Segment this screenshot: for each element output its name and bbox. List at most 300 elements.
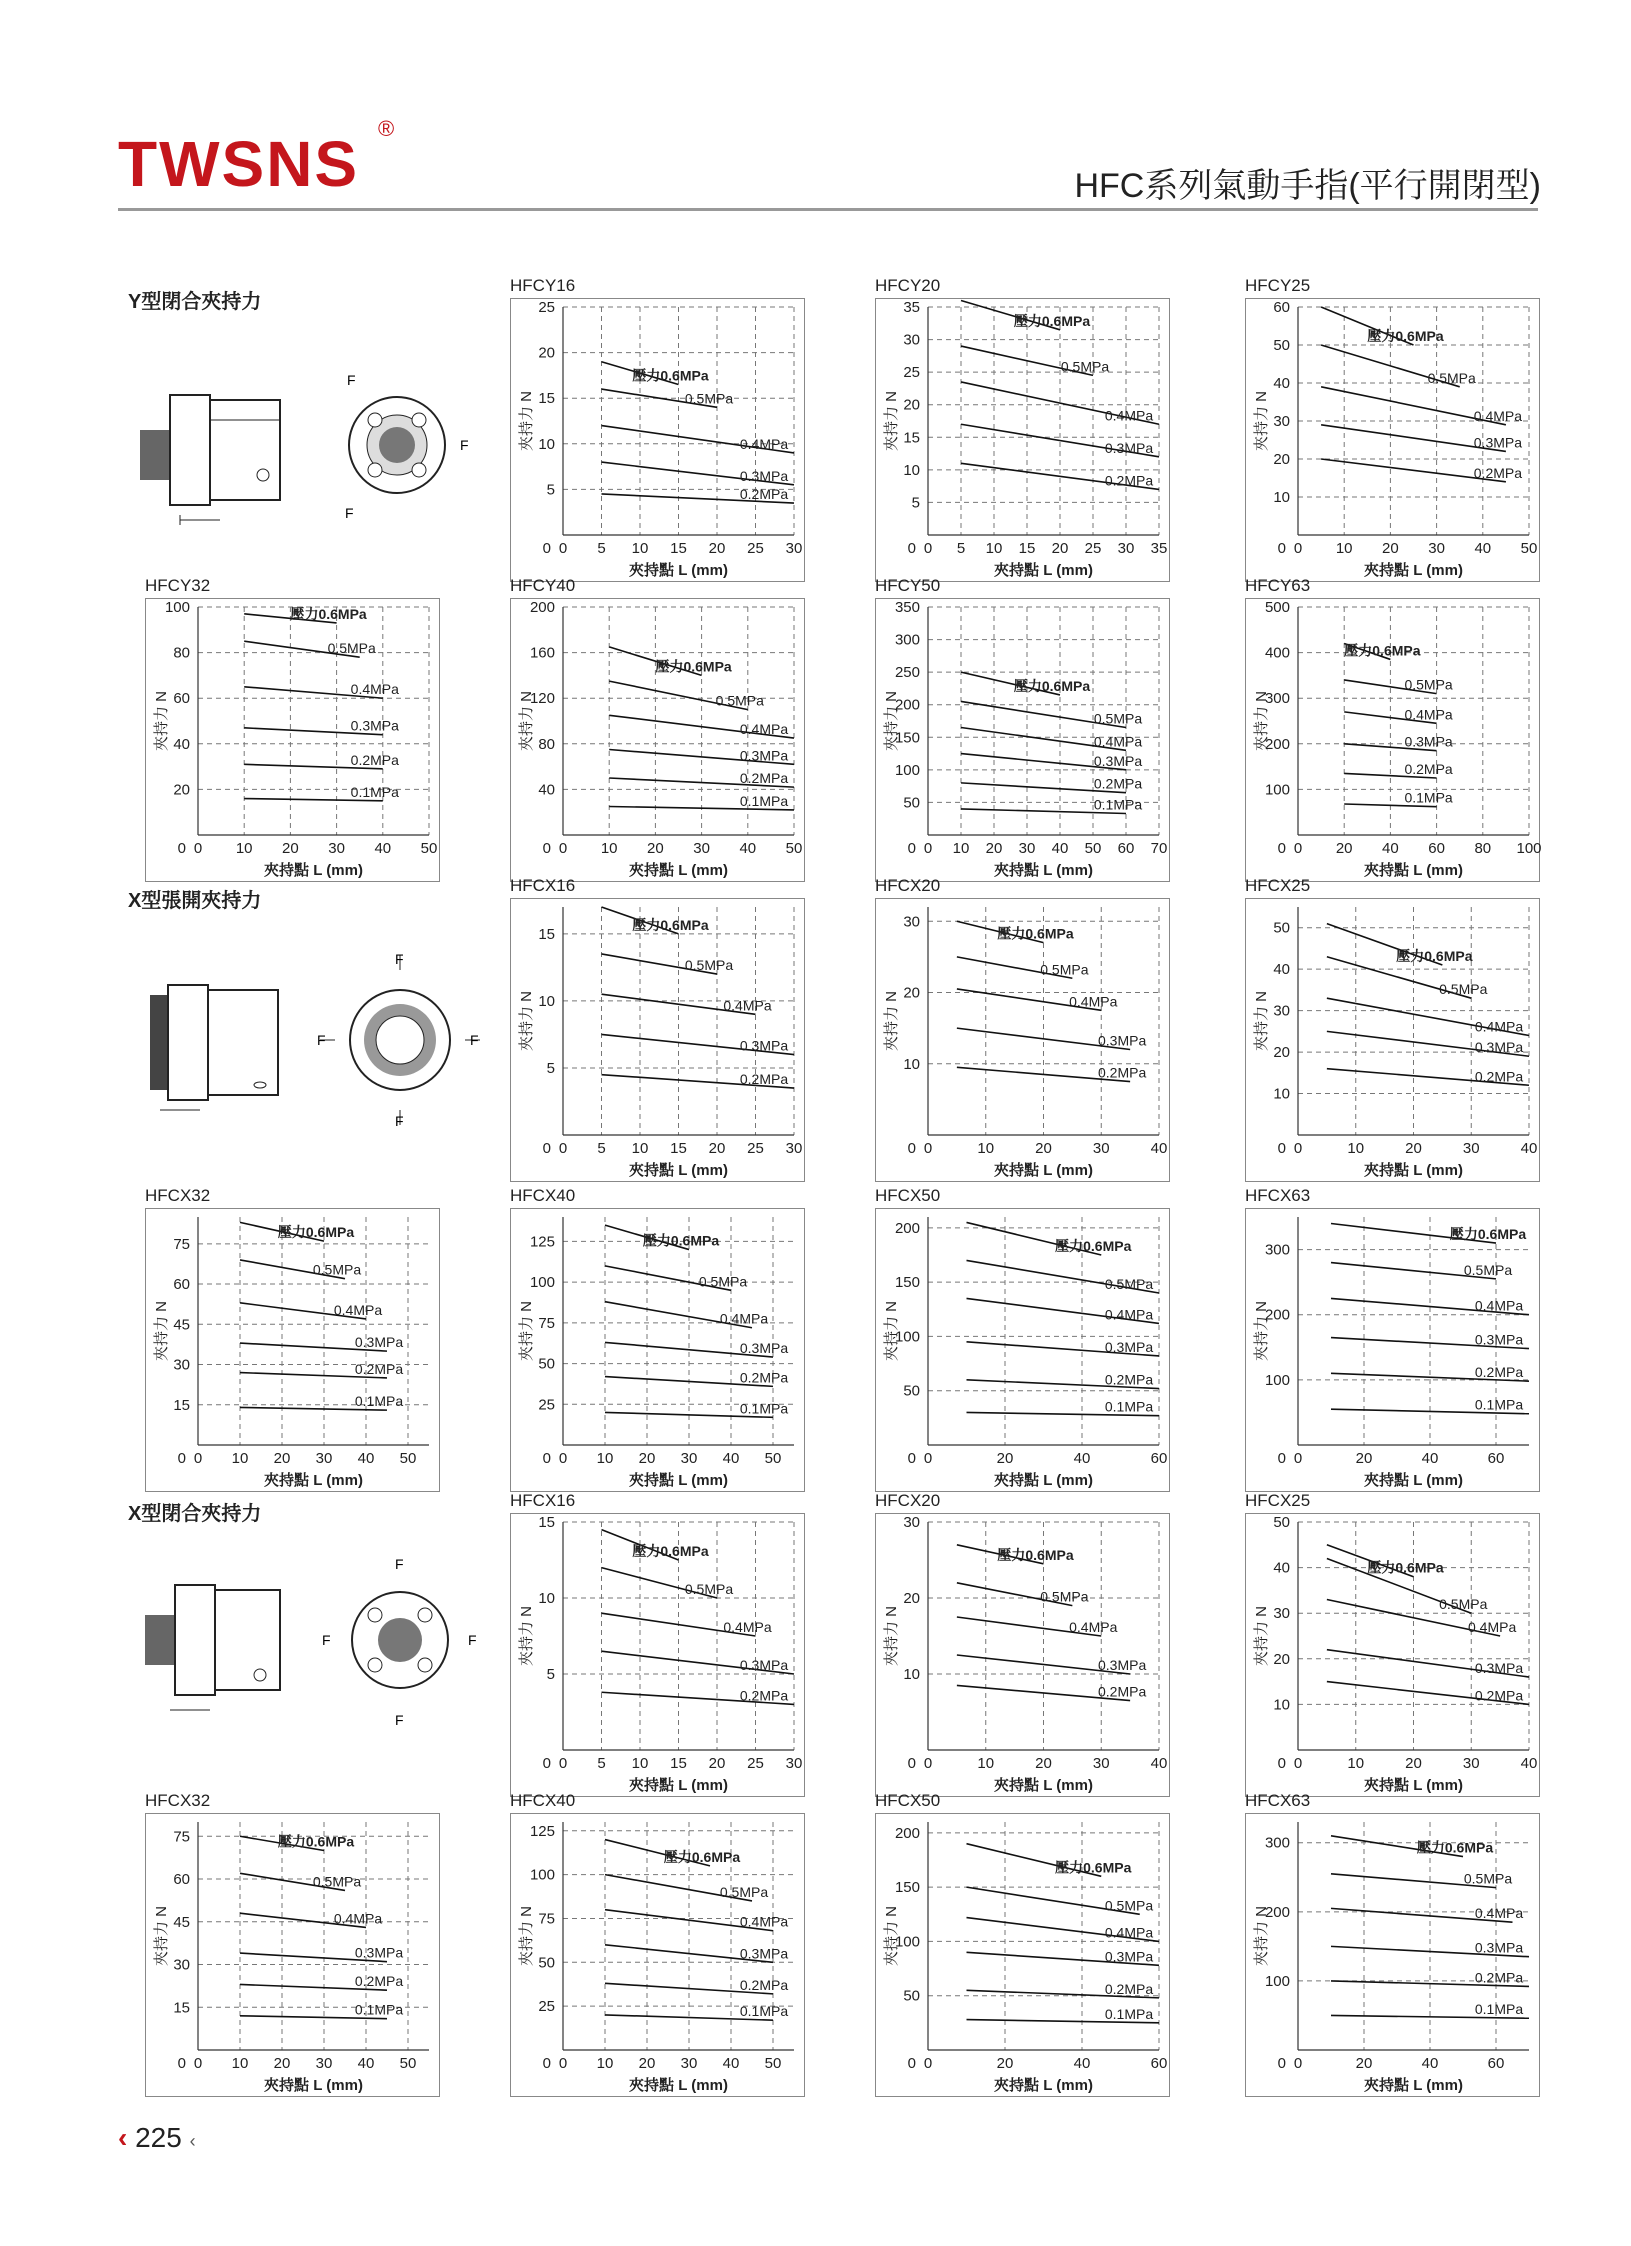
chart-svg (876, 899, 1169, 1181)
svg-text:F: F (460, 437, 469, 453)
x-tick-label: 15 (670, 540, 687, 557)
chart-svg (876, 1814, 1169, 2096)
x-tick-label: 30 (328, 840, 345, 857)
chart-panel (875, 298, 1170, 582)
series-label: 0.4MPa (1104, 1924, 1154, 1941)
x-tick-label: 20 (1405, 1140, 1422, 1157)
series-label: 壓力0.6MPa (1055, 1859, 1132, 1876)
y-tick-label: 10 (903, 1055, 920, 1073)
chart-panel (510, 1513, 805, 1797)
x-tick-label: 10 (1335, 540, 1353, 557)
y-tick-label: 200 (1264, 1903, 1290, 1921)
y-tick-label: 125 (529, 1822, 555, 1840)
x-tick-label: 40 (722, 1450, 740, 1467)
series-label: 0.4MPa (1069, 993, 1118, 1010)
x-axis-label: 夾持點 L (mm) (629, 1472, 728, 1489)
y-tick-label: 100 (1264, 1972, 1290, 1990)
x-tick-label: 20 (1051, 540, 1069, 557)
series-label: 0.2MPa (1098, 1683, 1147, 1700)
y-tick-label: 40 (538, 781, 555, 799)
chart-title: HFCX16 (510, 1491, 576, 1510)
series-label: 0.4MPa (1104, 1306, 1154, 1323)
chart-title: HFCX32 (145, 1791, 211, 1810)
chart-title: HFCX16 (510, 876, 576, 895)
chart-panel (1245, 598, 1540, 882)
x-tick-label: 60 (1487, 2055, 1505, 2072)
series-label: 0.4MPa (723, 1619, 772, 1635)
page-number-text: 225 (135, 2122, 182, 2153)
y-tick-label: 5 (911, 494, 920, 512)
x-tick-label: 20 (647, 840, 664, 857)
chart-title: HFCY63 (1245, 576, 1311, 595)
svg-text:F: F (470, 1032, 479, 1048)
y-tick-label: 45 (173, 1316, 190, 1334)
origin-tick-label: 0 (907, 1755, 916, 1772)
x-axis-label: 夾持點 L (mm) (629, 562, 728, 579)
y-tick-label: 200 (894, 1824, 920, 1842)
x-tick-label: 50 (420, 840, 438, 857)
x-tick-label: 20 (273, 1450, 291, 1467)
x-tick-label: 40 (357, 2055, 375, 2072)
y-tick-label: 60 (173, 690, 190, 708)
chart-svg (876, 1514, 1169, 1796)
series-label: 0.4MPa (739, 435, 789, 452)
series-label: 0.5MPa (1104, 1897, 1154, 1914)
x-tick-label: 0 (923, 1140, 933, 1157)
x-tick-label: 10 (231, 2055, 249, 2072)
y-tick-label: 15 (173, 1396, 190, 1414)
series-label: 0.2MPa (1474, 1969, 1524, 1986)
x-tick-label: 0 (193, 2055, 203, 2072)
y-tick-label: 25 (538, 299, 555, 316)
x-tick-label: 40 (1051, 840, 1069, 857)
x-tick-label: 25 (747, 1755, 764, 1772)
series-label: 0.5MPa (1104, 1276, 1154, 1292)
origin-tick-label: 0 (542, 1450, 551, 1467)
series-label: 0.4MPa (1093, 733, 1143, 750)
y-tick-label: 200 (894, 1219, 920, 1237)
series-label: 0.5MPa (312, 1261, 362, 1278)
y-axis-label: 夾持力 N (153, 690, 170, 752)
series-label: 0.1MPa (739, 792, 789, 809)
series-label: 0.4MPa (350, 681, 399, 698)
series-label: 0.5MPa (1040, 1588, 1089, 1605)
origin-tick-label: 0 (177, 840, 186, 857)
series-label: 0.3MPa (739, 1037, 789, 1054)
series-label: 0.2MPa (1104, 1371, 1154, 1388)
x-tick-label: 5 (956, 540, 966, 557)
y-tick-label: 50 (1273, 1514, 1290, 1531)
y-tick-label: 15 (538, 390, 555, 408)
y-axis-label: 夾持力 N (883, 390, 900, 452)
x-tick-label: 40 (1073, 1450, 1091, 1467)
y-tick-label: 100 (894, 761, 920, 779)
svg-text:F: F (322, 1632, 331, 1648)
y-tick-label: 20 (1273, 451, 1290, 468)
y-axis-label: 夾持力 N (883, 690, 900, 752)
series-label: 0.2MPa (350, 751, 399, 768)
y-tick-label: 200 (1264, 735, 1290, 753)
series-label: 壓力0.6MPa (1367, 328, 1444, 344)
y-tick-label: 30 (903, 1514, 920, 1531)
x-tick-label: 0 (923, 540, 933, 557)
origin-tick-label: 0 (907, 1450, 916, 1467)
series-label: 0.5MPa (684, 1581, 734, 1597)
y-tick-label: 100 (1264, 781, 1290, 799)
chart-title: HFCX32 (145, 1186, 211, 1205)
x-tick-label: 20 (1382, 540, 1399, 557)
y-tick-label: 10 (1273, 489, 1290, 506)
chart-panel (1245, 298, 1540, 582)
y-axis-label: 夾持力 N (153, 1905, 170, 1967)
series-label: 0.5MPa (698, 1273, 748, 1290)
y-tick-label: 50 (1273, 337, 1290, 354)
chart-panel (510, 598, 805, 882)
y-tick-label: 30 (903, 913, 920, 931)
x-tick-label: 25 (747, 1140, 764, 1157)
series-label: 0.3MPa (1104, 439, 1154, 456)
series-label: 0.2MPa (739, 486, 789, 503)
gripper-front-drawing-y (325, 370, 475, 530)
x-tick-label: 20 (1035, 1140, 1052, 1157)
series-label: 0.4MPa (1474, 1018, 1524, 1035)
series-label: 0.3MPa (739, 467, 789, 484)
y-tick-label: 30 (173, 1956, 190, 1974)
x-axis-label: 夾持點 L (mm) (1364, 1777, 1463, 1794)
series-label: 0.3MPa (1098, 1657, 1147, 1673)
x-tick-label: 30 (693, 840, 710, 857)
series-label: 0.3MPa (1474, 1331, 1524, 1348)
origin-tick-label: 0 (1277, 1755, 1286, 1772)
x-tick-label: 0 (558, 840, 568, 857)
series-label: 0.3MPa (1473, 434, 1523, 451)
series-label: 0.4MPa (1474, 1297, 1524, 1314)
y-axis-label: 夾持力 N (518, 690, 535, 752)
y-tick-label: 125 (529, 1233, 555, 1251)
x-tick-label: 50 (399, 1450, 417, 1467)
chart-panel (510, 898, 805, 1182)
series-label: 0.3MPa (1098, 1032, 1147, 1049)
series-label: 0.3MPa (1104, 1338, 1154, 1355)
x-tick-label: 20 (996, 2055, 1014, 2072)
chart-panel (875, 1513, 1170, 1797)
y-tick-label: 40 (1273, 1559, 1290, 1577)
x-tick-label: 60 (1487, 1450, 1505, 1467)
series-label: 0.3MPa (1404, 733, 1453, 750)
y-tick-label: 10 (538, 992, 555, 1010)
y-tick-label: 10 (903, 1666, 920, 1683)
series-label: 0.5MPa (312, 1873, 362, 1890)
series-label: 0.5MPa (1040, 961, 1089, 978)
origin-tick-label: 0 (542, 1755, 551, 1772)
series-label: 0.3MPa (739, 747, 789, 764)
prev-arrow-icon: ‹ (118, 2122, 128, 2153)
series-label: 0.4MPa (1468, 1619, 1517, 1635)
x-tick-label: 0 (1293, 2055, 1303, 2072)
x-tick-label: 30 (1462, 1755, 1480, 1772)
y-tick-label: 300 (1264, 690, 1290, 708)
y-tick-label: 10 (1273, 1696, 1290, 1714)
series-label: 0.4MPa (739, 1913, 789, 1930)
x-tick-label: 30 (1117, 540, 1135, 557)
series-label: 0.3MPa (739, 1657, 789, 1673)
y-tick-label: 40 (1273, 961, 1290, 979)
x-tick-label: 10 (596, 2055, 614, 2072)
series-label: 壓力0.6MPa (663, 1848, 741, 1865)
series-label: 0.4MPa (1404, 706, 1453, 723)
series-label: 0.5MPa (1463, 1261, 1513, 1278)
series-label: 0.3MPa (1104, 1948, 1154, 1965)
y-tick-label: 40 (1273, 375, 1290, 392)
x-tick-label: 40 (1150, 1755, 1168, 1772)
chart-panel (875, 1813, 1170, 2097)
x-tick-label: 40 (722, 2055, 740, 2072)
x-axis-label: 夾持點 L (mm) (629, 1777, 728, 1794)
series-label: 0.1MPa (1474, 1396, 1524, 1413)
y-tick-label: 400 (1264, 644, 1290, 662)
y-tick-label: 20 (903, 1590, 920, 1607)
y-axis-label: 夾持力 N (1253, 1605, 1270, 1667)
x-tick-label: 30 (315, 2055, 333, 2072)
origin-tick-label: 0 (907, 1140, 916, 1157)
page-number (118, 2122, 196, 2154)
svg-text:F: F (468, 1632, 477, 1648)
y-tick-label: 50 (1273, 919, 1290, 937)
chart-title: HFCY25 (1245, 276, 1311, 295)
chart-svg (146, 599, 439, 881)
x-axis-label: 夾持點 L (mm) (1364, 2077, 1463, 2094)
series-label: 0.1MPa (354, 1393, 404, 1410)
x-tick-label: 40 (357, 1450, 375, 1467)
x-axis-label: 夾持點 L (mm) (1364, 1472, 1463, 1489)
y-tick-label: 50 (903, 794, 920, 812)
y-tick-label: 30 (903, 331, 920, 349)
x-tick-label: 40 (1520, 1140, 1538, 1157)
series-label: 0.5MPa (719, 1883, 769, 1900)
y-tick-label: 150 (894, 1274, 920, 1292)
chart-title: HFCX20 (875, 876, 941, 895)
series-label: 0.3MPa (1093, 752, 1143, 769)
series-label: 0.1MPa (350, 783, 399, 800)
x-axis-label: 夾持點 L (mm) (994, 862, 1093, 879)
y-tick-label: 50 (538, 1954, 555, 1972)
svg-text:F: F (345, 505, 354, 521)
x-tick-label: 50 (399, 2055, 417, 2072)
chart-svg (1246, 599, 1542, 881)
origin-tick-label: 0 (542, 2055, 551, 2072)
x-tick-label: 10 (952, 840, 970, 857)
series-label: 壓力0.6MPa (997, 1546, 1074, 1563)
y-tick-label: 45 (173, 1913, 190, 1931)
chart-svg (511, 599, 804, 881)
y-tick-label: 50 (903, 1382, 920, 1400)
series-label: 壓力0.6MPa (632, 367, 709, 384)
series-label: 0.3MPa (354, 1944, 404, 1961)
chart-svg (1246, 899, 1539, 1181)
series-label: 0.3MPa (1474, 1660, 1524, 1677)
chart-title: HFCY20 (875, 276, 941, 295)
x-tick-label: 20 (1405, 1755, 1422, 1772)
y-tick-label: 20 (1273, 1044, 1290, 1062)
series-label: 0.2MPa (739, 1369, 789, 1386)
x-tick-label: 40 (1421, 2055, 1439, 2072)
x-tick-label: 0 (558, 540, 568, 557)
x-tick-label: 0 (1293, 540, 1303, 557)
series-label: 壓力0.6MPa (655, 658, 732, 675)
gripper-side-drawing-x-open (140, 980, 300, 1130)
series-label: 0.1MPa (1474, 2001, 1524, 2018)
y-tick-label: 25 (903, 364, 920, 382)
x-tick-label: 25 (1084, 540, 1102, 557)
x-tick-label: 80 (1474, 840, 1492, 857)
series-label: 0.2MPa (739, 770, 789, 787)
chart-panel (510, 298, 805, 582)
series-label: 0.2MPa (1474, 1068, 1524, 1085)
series-label: 0.5MPa (684, 390, 734, 407)
x-tick-label: 50 (764, 2055, 782, 2072)
y-axis-label: 夾持力 N (1253, 390, 1270, 452)
x-axis-label: 夾持點 L (mm) (629, 1162, 728, 1179)
registered-mark: ® (378, 116, 395, 141)
origin-tick-label: 0 (1277, 840, 1286, 857)
y-tick-label: 20 (173, 781, 190, 799)
y-tick-label: 100 (164, 599, 190, 616)
x-tick-label: 0 (1293, 1140, 1303, 1157)
y-axis-label: 夾持力 N (518, 1605, 535, 1667)
x-tick-label: 60 (1117, 840, 1135, 857)
series-label: 0.3MPa (350, 717, 399, 734)
y-axis-label: 夾持力 N (883, 990, 900, 1052)
y-tick-label: 50 (538, 1355, 555, 1373)
y-tick-label: 75 (173, 1235, 190, 1253)
series-label: 壓力0.6MPa (1396, 948, 1473, 965)
x-tick-label: 0 (923, 1450, 933, 1467)
y-tick-label: 150 (894, 729, 920, 747)
x-tick-label: 10 (1347, 1755, 1365, 1772)
chart-panel (145, 1813, 440, 2097)
chart-title: HFCX25 (1245, 1491, 1311, 1510)
x-tick-label: 5 (597, 1140, 606, 1157)
brand-logo: TWSNS (118, 128, 360, 200)
series-label: 壓力0.6MPa (290, 605, 367, 622)
y-tick-label: 10 (538, 435, 555, 453)
x-tick-label: 60 (1150, 2055, 1168, 2072)
series-label: 0.2MPa (1098, 1064, 1147, 1081)
series-label: 0.2MPa (1473, 464, 1523, 481)
x-tick-label: 20 (282, 840, 299, 857)
origin-tick-label: 0 (542, 840, 551, 857)
origin-tick-label: 0 (177, 1450, 186, 1467)
chart-panel (510, 1208, 805, 1492)
y-tick-label: 30 (1273, 1605, 1290, 1623)
y-tick-label: 200 (894, 696, 920, 714)
x-tick-label: 20 (708, 1755, 726, 1772)
series-label: 壓力0.6MPa (632, 1543, 709, 1559)
x-tick-label: 25 (747, 540, 764, 557)
series-label: 0.4MPa (739, 721, 789, 738)
series-label: 0.4MPa (723, 997, 772, 1014)
next-arrow-icon: ‹ (189, 2131, 196, 2151)
y-tick-label: 80 (538, 735, 555, 753)
y-axis-label: 夾持力 N (1253, 1905, 1270, 1967)
svg-text:F: F (395, 1712, 404, 1728)
y-tick-label: 30 (173, 1356, 190, 1374)
y-tick-label: 20 (903, 396, 920, 414)
y-tick-label: 40 (173, 735, 190, 753)
x-tick-label: 5 (597, 540, 606, 557)
svg-text:F: F (317, 1032, 326, 1048)
series-label: 0.2MPa (1404, 761, 1453, 777)
x-tick-label: 60 (1428, 840, 1445, 857)
y-tick-label: 5 (546, 1059, 555, 1077)
series-label: 0.2MPa (354, 1973, 404, 1990)
y-tick-label: 10 (1273, 1085, 1290, 1103)
chart-title: HFCX50 (875, 1186, 941, 1205)
chart-panel (1245, 1813, 1540, 2097)
x-tick-label: 50 (1520, 540, 1538, 557)
series-label: 0.3MPa (739, 1340, 789, 1357)
origin-tick-label: 0 (907, 540, 916, 557)
series-label: 0.2MPa (1104, 472, 1154, 489)
chart-svg (511, 299, 804, 581)
svg-text:F: F (395, 1556, 404, 1572)
x-tick-label: 20 (1335, 840, 1353, 857)
chart-panel (510, 1813, 805, 2097)
y-tick-label: 200 (1264, 1306, 1290, 1324)
chart-title: HFCX20 (875, 1491, 941, 1510)
series-label: 0.1MPa (1104, 1398, 1154, 1415)
y-axis-label: 夾持力 N (883, 1905, 900, 1967)
x-tick-label: 0 (558, 1140, 568, 1157)
x-tick-label: 0 (923, 2055, 933, 2072)
x-tick-label: 0 (558, 1450, 568, 1467)
series-label: 0.5MPa (327, 640, 376, 657)
x-tick-label: 20 (708, 1140, 726, 1157)
y-axis-label: 夾持力 N (883, 1605, 900, 1667)
x-tick-label: 40 (1382, 840, 1399, 857)
x-tick-label: 20 (708, 540, 726, 557)
x-axis-label: 夾持點 L (mm) (994, 1777, 1093, 1794)
series-label: 0.2MPa (1093, 775, 1143, 792)
chart-svg (876, 299, 1169, 581)
y-tick-label: 80 (173, 644, 190, 662)
svg-text:F: F (347, 372, 356, 388)
x-tick-label: 30 (785, 540, 803, 557)
x-tick-label: 0 (923, 840, 933, 857)
y-tick-label: 15 (538, 1514, 555, 1531)
x-axis-label: 夾持點 L (mm) (994, 562, 1093, 579)
series-label: 壓力0.6MPa (1055, 1238, 1132, 1254)
x-axis-label: 夾持點 L (mm) (1364, 1162, 1463, 1179)
y-tick-label: 300 (894, 631, 920, 649)
series-label: 0.1MPa (1093, 796, 1143, 813)
series-label: 壓力0.6MPa (277, 1833, 355, 1850)
y-tick-label: 20 (903, 984, 920, 1002)
y-tick-label: 35 (903, 299, 920, 316)
chart-svg (1246, 1514, 1539, 1796)
y-tick-label: 100 (1264, 1371, 1290, 1389)
y-tick-label: 10 (538, 1590, 555, 1607)
y-tick-label: 5 (546, 481, 555, 499)
chart-panel (1245, 1208, 1540, 1492)
x-tick-label: 0 (558, 1755, 568, 1772)
origin-tick-label: 0 (542, 1140, 551, 1157)
y-tick-label: 100 (529, 1866, 555, 1884)
chart-svg (511, 899, 804, 1181)
x-tick-label: 30 (1462, 1140, 1480, 1157)
chart-panel (1245, 898, 1540, 1182)
chart-svg (511, 1209, 804, 1491)
